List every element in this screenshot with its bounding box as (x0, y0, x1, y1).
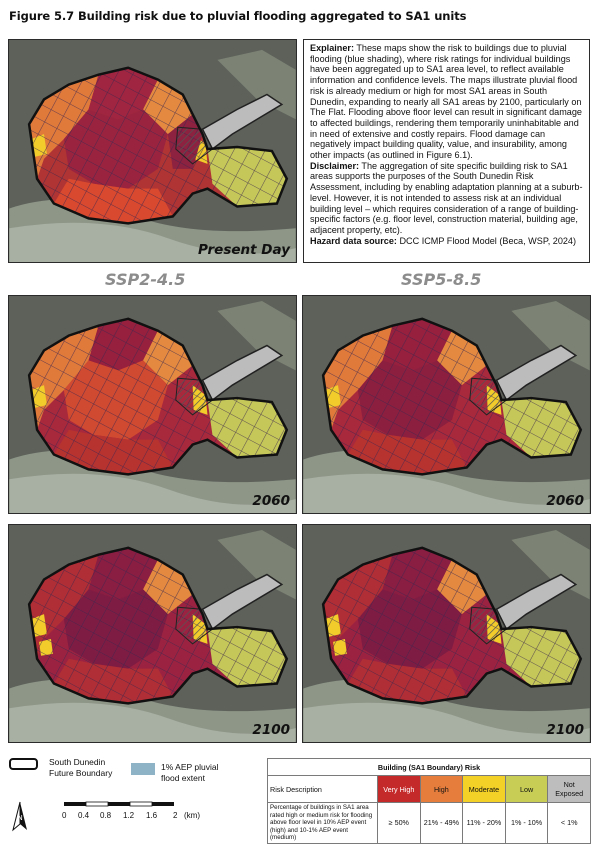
boundary-swatch (9, 758, 38, 770)
risk-table-title: Building (SA1 Boundary) Risk (268, 759, 591, 776)
scale-unit: (km) (184, 811, 200, 820)
range-moderate: 11% - 20% (463, 803, 506, 844)
risk-legend-table (267, 758, 591, 844)
scenario-ssp2-heading: SSP2-4.5 (105, 270, 186, 289)
map-panel-ssp2-2100 (8, 524, 297, 743)
scale-tick-1: 0.4 (78, 811, 90, 820)
explainer-paragraph (310, 43, 584, 161)
map-ssp5-2060 (303, 296, 590, 513)
scale-bar-graphic (62, 800, 217, 810)
risk-level-moderate: Moderate (463, 776, 506, 803)
map-ssp2-2060 (9, 296, 296, 513)
source-text: DCC ICMP Flood Model (Beca, WSP, 2024) (396, 235, 577, 246)
source-label: Hazard data source: (310, 235, 397, 246)
aep-swatch (131, 763, 155, 775)
panel-label-ssp2-2100: 2100 (252, 722, 290, 738)
map-panel-ssp5-2100 (302, 524, 591, 743)
source-paragraph (310, 236, 584, 247)
panel-label-ssp5-2060: 2060 (546, 493, 584, 509)
risk-level-low: Low (505, 776, 548, 803)
scale-tick-4: 1.6 (146, 811, 158, 820)
risk-level-very-high: Very High (378, 776, 421, 803)
panel-label-present-day: Present Day (198, 242, 290, 258)
scenario-ssp5-heading: SSP5-8.5 (401, 270, 482, 289)
aep-label: 1% AEP pluvial flood extent (161, 762, 219, 783)
map-panel-ssp2-2060 (8, 295, 297, 514)
explainer-text: These maps show the risk to buildings due to pluvial flooding (blue shading), where risk ratings for individual buildings have been aggregated up to SA1 area level, to reflect available information and confidence levels. The maps illustrate pluvial flood risk is already medium or high for most SA1 areas in South Dunedin, expanding to nearly all SA1 areas by 2100, particularly on The Flat. Flooding above floor level can result in significant damage to affected buildings, rendering them temporarily uninhabitable and in need of extensive and costly repairs. Flood damage can negatively impact building quality, value, and insurability, among other impacts (as outlined in Figure 6.1). (310, 43, 582, 161)
figure-title: Figure 5.7 Building risk due to pluvial flooding aggregated to SA1 units (9, 9, 467, 23)
disclaimer-text: The aggregation of site specific building risk to SA1 areas supports the purposes of the South Dunedin Risk Assessment, including by enabling adaptation planning at a suburb-level. However, it is not intended to assess risk at an individual building level – which requires consideration of a range of building-specific factors (e.g. floor level, construction material, building age, adjacent property, etc). (310, 160, 583, 235)
explainer-label: Explainer: (310, 43, 354, 53)
scale-tick-3: 1.2 (123, 811, 135, 820)
risk-level-high: High (420, 776, 463, 803)
map-panel-ssp5-2060 (302, 295, 591, 514)
range-high: 21% - 49% (420, 803, 463, 844)
map-ssp5-2100 (303, 525, 590, 742)
disclaimer-paragraph (310, 161, 584, 236)
scale-tick-5: 2 (173, 811, 178, 820)
risk-level-not-exposed: Not Exposed (548, 776, 591, 803)
map-ssp2-2100 (9, 525, 296, 742)
range-low: 1% - 10% (505, 803, 548, 844)
range-very-high: ≥ 50% (378, 803, 421, 844)
boundary-label: South Dunedin Future Boundary (49, 757, 113, 778)
scale-bar (62, 800, 217, 830)
range-not-exposed: < 1% (548, 803, 591, 844)
north-arrow-icon (9, 800, 31, 834)
scale-tick-0: 0 (62, 811, 67, 820)
map-panel-present-day (8, 39, 297, 263)
north-letter: N (17, 814, 23, 822)
risk-description-header: Risk Description (268, 776, 378, 803)
scale-tick-2: 0.8 (100, 811, 112, 820)
explainer-textbox (303, 39, 590, 263)
disclaimer-label: Disclaimer: (310, 160, 360, 171)
risk-description: Percentage of buildings in SA1 area rated high or medium risk for flooding above floor level in 10% AEP event (high) and 10-1% AEP event (medium) (268, 803, 378, 844)
panel-label-ssp2-2060: 2060 (252, 493, 290, 509)
map-present-day (9, 40, 296, 262)
panel-label-ssp5-2100: 2100 (546, 722, 584, 738)
